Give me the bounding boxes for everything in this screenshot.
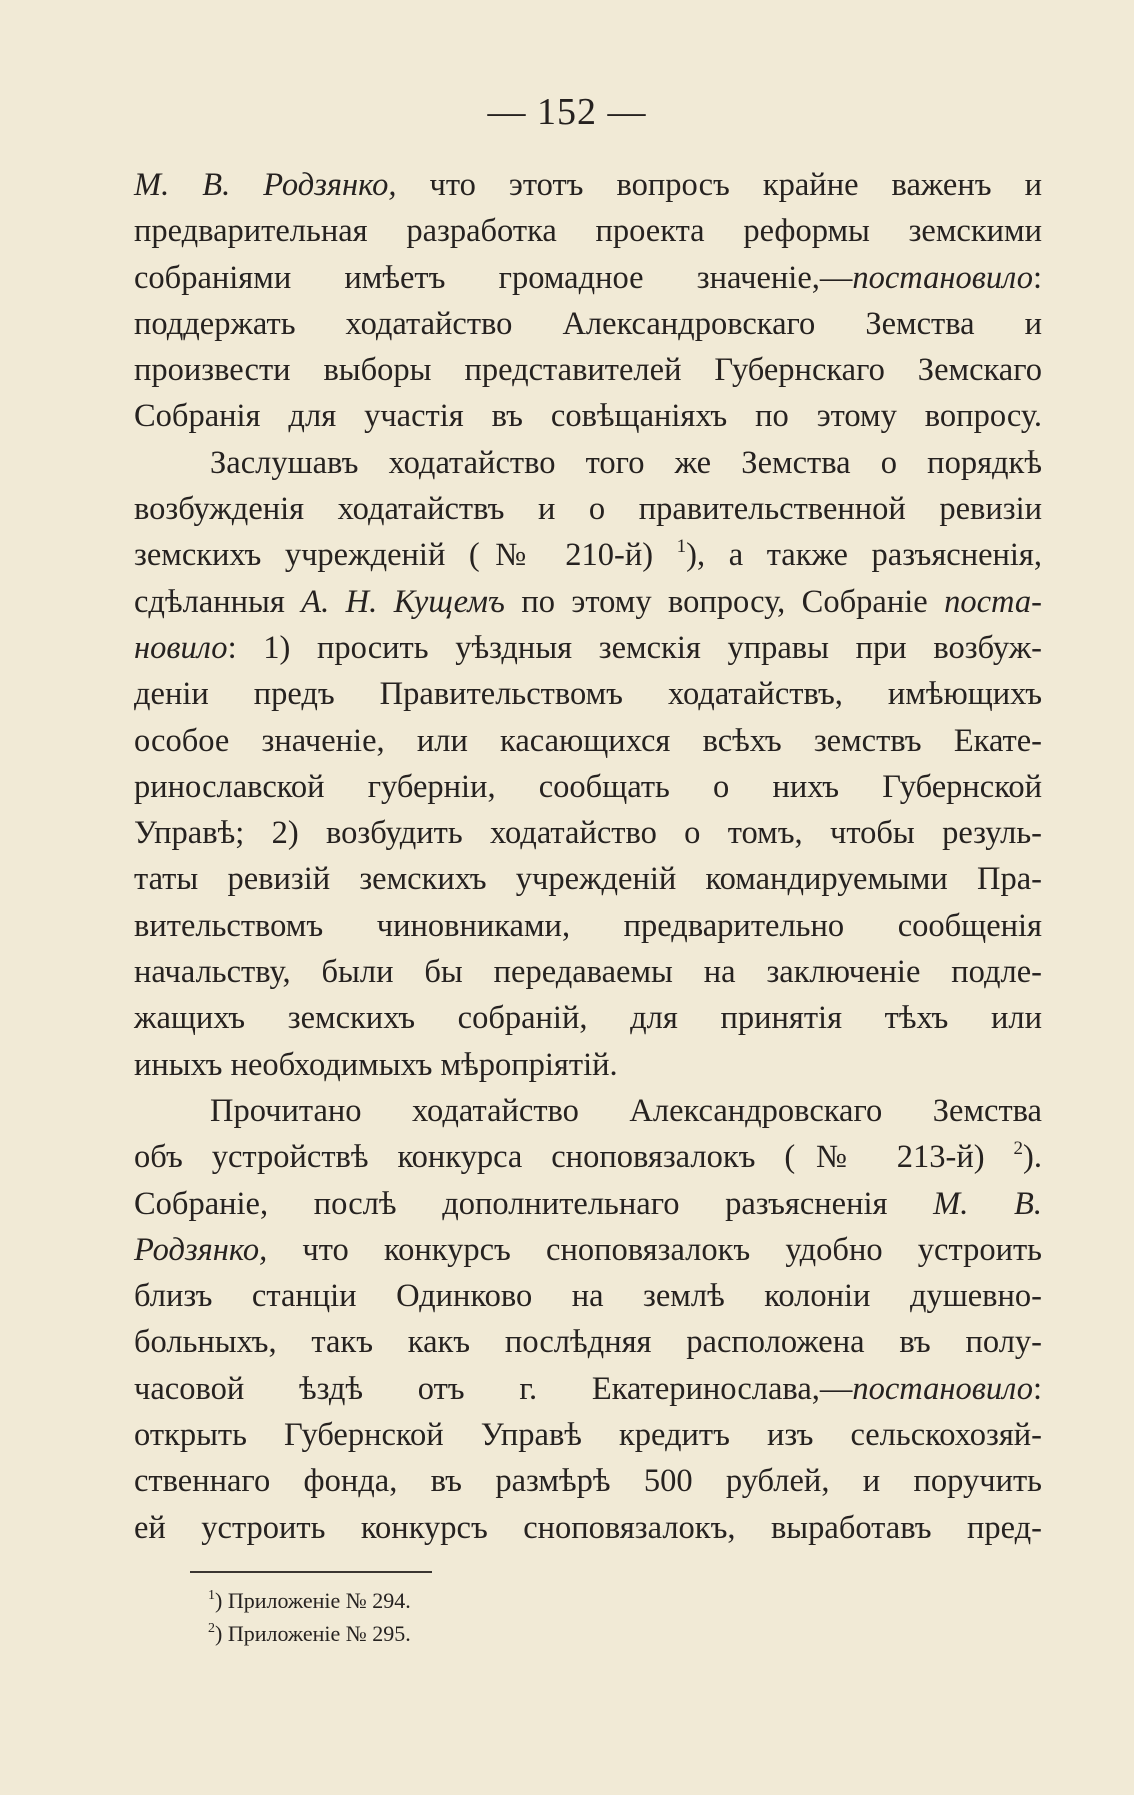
text-line: М. В. Родзянко, что этотъ вопросъ крайне важенъ и (134, 167, 1042, 203)
paragraph-end-line: иныхъ необходимыхъ мѣропріятій. (134, 1046, 618, 1083)
body-text (134, 162, 1042, 1551)
footnotes (208, 1584, 411, 1650)
text-line: Управѣ; 2) возбудить ходатайство о томъ, чтобы резуль- (134, 815, 1042, 852)
page-number: — 152 — (487, 91, 647, 133)
text-line: произвести выборы представителей Губернскаго Земскаго (134, 352, 1042, 389)
footnote-1: $^1$) Приложеніе № 294. (208, 1588, 411, 1613)
text-line: начальству, были бы передаваемы на заключеніе подле- (134, 954, 1042, 991)
text-line: ственнаго фонда, въ размѣрѣ 500 рублей, и поручить (134, 1463, 1042, 1500)
text-line: поддержать ходатайство Александровскаго Земства и (134, 305, 1042, 342)
text-line: объ устройствѣ конкурса сноповязалокъ (№ 213-й) $^2$). (134, 1138, 1042, 1176)
text-line: близъ станціи Одинково на землѣ колоніи душевно- (134, 1278, 1042, 1315)
paragraph-start-line: Прочитано ходатайство Александровскаго Земства (210, 1092, 1042, 1129)
text-line: предварительная разработка проекта реформы земскими (134, 213, 1042, 250)
text-line: новило: 1) просить уѣздныя земскія управы при возбуж- (134, 629, 1042, 666)
text-line: Собранія для участія въ совѣщаніяхъ по этому вопросу. (134, 398, 1042, 435)
text-line: деніи предъ Правительствомъ ходатайствъ, имѣющихъ (134, 676, 1042, 713)
text-line: сдѣланныя А. Н. Кущемъ по этому вопросу, Собраніе поста- (134, 583, 1042, 620)
footnote-ref: 2 (1013, 1138, 1024, 1160)
text-line: ринославской губерніи, сообщать о нихъ Губернской (134, 768, 1042, 805)
text-line: больныхъ, такъ какъ послѣдняя расположена въ полу- (134, 1324, 1042, 1361)
text-line: земскихъ учрежденій (№ 210-й) $^1$), а также разъясненія, (134, 536, 1043, 574)
footnote-divider (190, 1571, 432, 1573)
footnote-ref: 1 (676, 536, 687, 558)
text-line: таты ревизій земскихъ учрежденій командируемыми Пра- (134, 861, 1042, 898)
text-line: Собраніе, послѣ дополнительнаго разъясненія М. В. (134, 1185, 1042, 1222)
text-line: открыть Губернской Управѣ кредитъ изъ сельскохозяй- (134, 1417, 1042, 1454)
text-line: собраніями имѣетъ громадное значеніе,—постановило: (134, 259, 1042, 296)
text-line: часовой ѣздѣ отъ г. Екатеринослава,—постановило: (134, 1370, 1042, 1407)
text-line: вительствомъ чиновниками, предварительно сообщенія (134, 907, 1042, 944)
text-line: особое значеніе, или касающихся всѣхъ земствъ Екате- (134, 722, 1042, 759)
text-line: возбужденія ходатайствъ и о правительственной ревизіи (134, 491, 1042, 528)
paragraph-start-line: Заслушавъ ходатайство того же Земства о порядкѣ (210, 444, 1042, 481)
footnote-2: $^2$) Приложеніе № 295. (208, 1621, 411, 1646)
text-line: ей устроить конкурсъ сноповязалокъ, выработавъ пред- (134, 1509, 1042, 1546)
text-line: Родзянко, что конкурсъ сноповязалокъ удобно устроить (134, 1231, 1042, 1268)
text-line: жащихъ земскихъ собраній, для принятія тѣхъ или (134, 1000, 1042, 1037)
